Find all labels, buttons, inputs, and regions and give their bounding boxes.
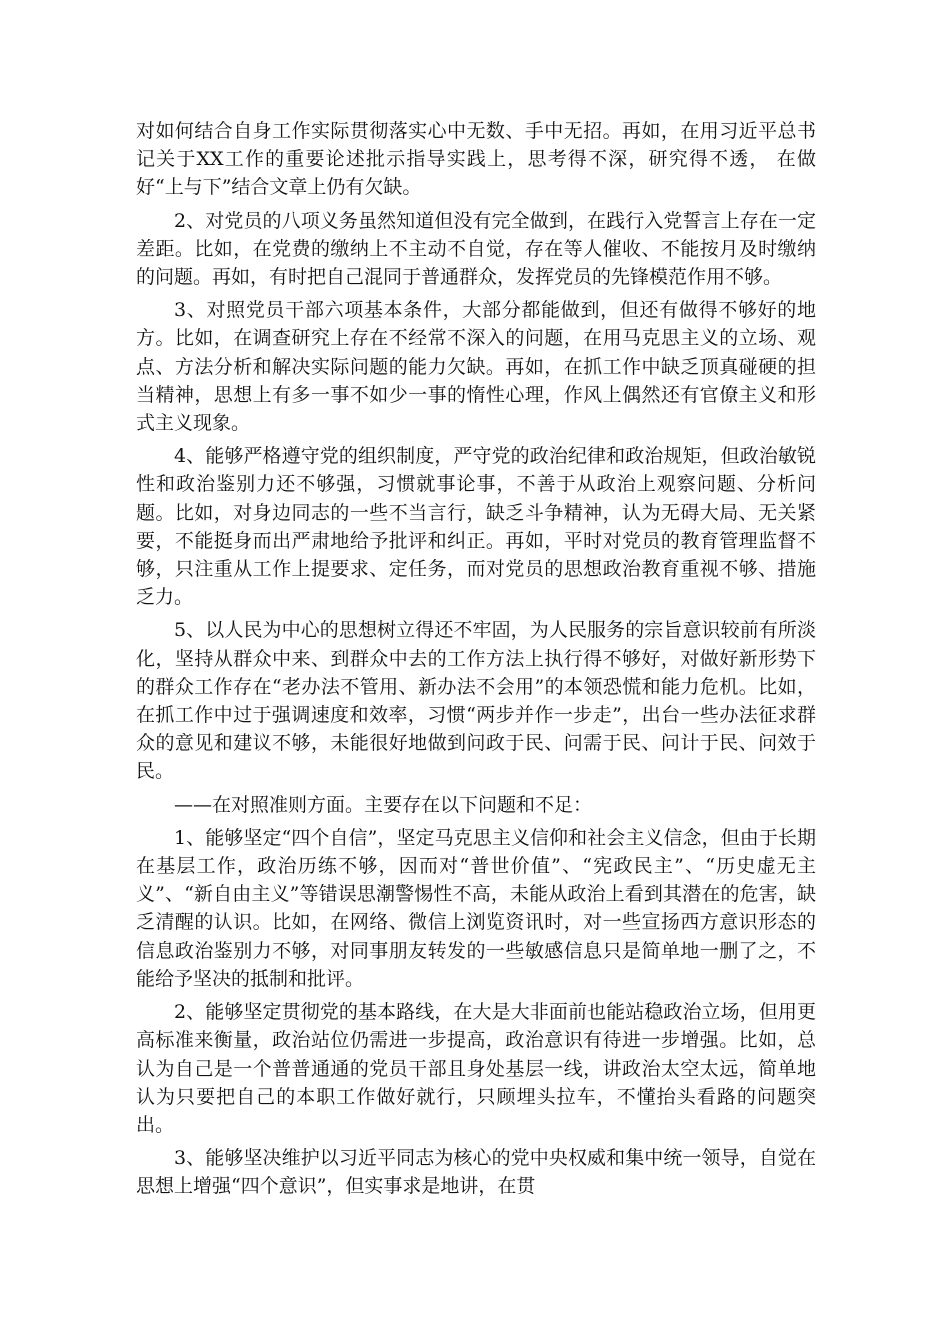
paragraph-8: 3、能够坚决维护以习近平同志为核心的党中央权威和集中统一领导，自觉在思想上增强“四个意识”，但实事求是地讲，在贯	[136, 1147, 816, 1198]
paragraph-7: 2、能够坚定贯彻党的基本路线，在大是大非面前也能站稳政治立场，但用更高标准来衡量，政治站位仍需进一步提高，政治意识有待进一步增强。比如，总认为自己是一个普普通通的党员干部且身处基层一线，讲政治太空太远，简单地认为只要把自己的本职工作做好就行，只顾埋头拉车，不懂抬头看路的问题突出。	[136, 1001, 816, 1136]
document-body	[136, 117, 816, 1206]
paragraph-2: 2、对党员的八项义务虽然知道但没有完全做到，在践行入党誓言上存在一定差距。比如，在党费的缴纳上不主动不自觉，存在等人催收、不能按月及时缴纳的问题。再如，有时把自己混同于普通群众，发挥党员的先锋模范作用不够。	[136, 209, 816, 289]
paragraph-1: 对如何结合自身工作实际贯彻落实心中无数、手中无招。再如，在用习近平总书记关于XX工作的重要论述批示指导实践上，思考得不深，研究得不透， 在做好“上与下”结合文章上仍有欠缺。	[136, 120, 816, 199]
paragraph-4: 4、能够严格遵守党的组织制度，严守党的政治纪律和政治规矩，但政治敏锐性和政治鉴别力还不够强，习惯就事论事，不善于从政治上观察问题、分析问题。比如，对身边同志的一些不当言行，缺乏斗争精神，认为无碍大局、无关紧要，不能挺身而出严肃地给予批评和纠正。再如，平时对党员的教育管理监督不够，只注重从工作上提要求、定任务，而对党员的思想政治教育重视不够、措施乏力。	[136, 445, 816, 609]
section-heading: ——在对照准则方面。主要存在以下问题和不足：	[174, 793, 593, 816]
paragraph-5: 5、以人民为中心的思想树立得还不牢固，为人民服务的宗旨意识较前有所淡化，坚持从群众中来、到群众中去的工作方法上执行得不够好，对做好新形势下的群众工作存在“老办法不管用、新办法不会用”的本领恐慌和能力危机。比如，在抓工作中过于强调速度和效率，习惯“两步并作一步走”，出台一些办法征求群众的意见和建议不够，未能很好地做到问政于民、问需于民、问计于民、问效于民。	[136, 619, 816, 783]
paragraph-6: 1、能够坚定“四个自信”，坚定马克思主义信仰和社会主义信念，但由于长期在基层工作，政治历练不够，因而对“普世价值”、“宪政民主”、“历史虚无主义”、“新自由主义”等错误思潮警惕性不高，未能从政治上看到其潜在的危害，缺乏清醒的认识。比如，在网络、微信上浏览资讯时，对一些宣扬西方意识形态的信息政治鉴别力不够，对同事朋友转发的一些敏感信息只是简单地一删了之，不能给予坚决的抵制和批评。	[136, 826, 816, 990]
paragraph-3: 3、对照党员干部六项基本条件，大部分都能做到，但还有做得不够好的地方。比如，在调查研究上存在不经常不深入的问题，在用马克思主义的立场、观点、方法分析和解决实际问题的能力欠缺。再如，在抓工作中缺乏顶真碰硬的担当精神，思想上有多一事不如少一事的惰性心理，作风上偶然还有官僚主义和形式主义现象。	[136, 299, 816, 435]
